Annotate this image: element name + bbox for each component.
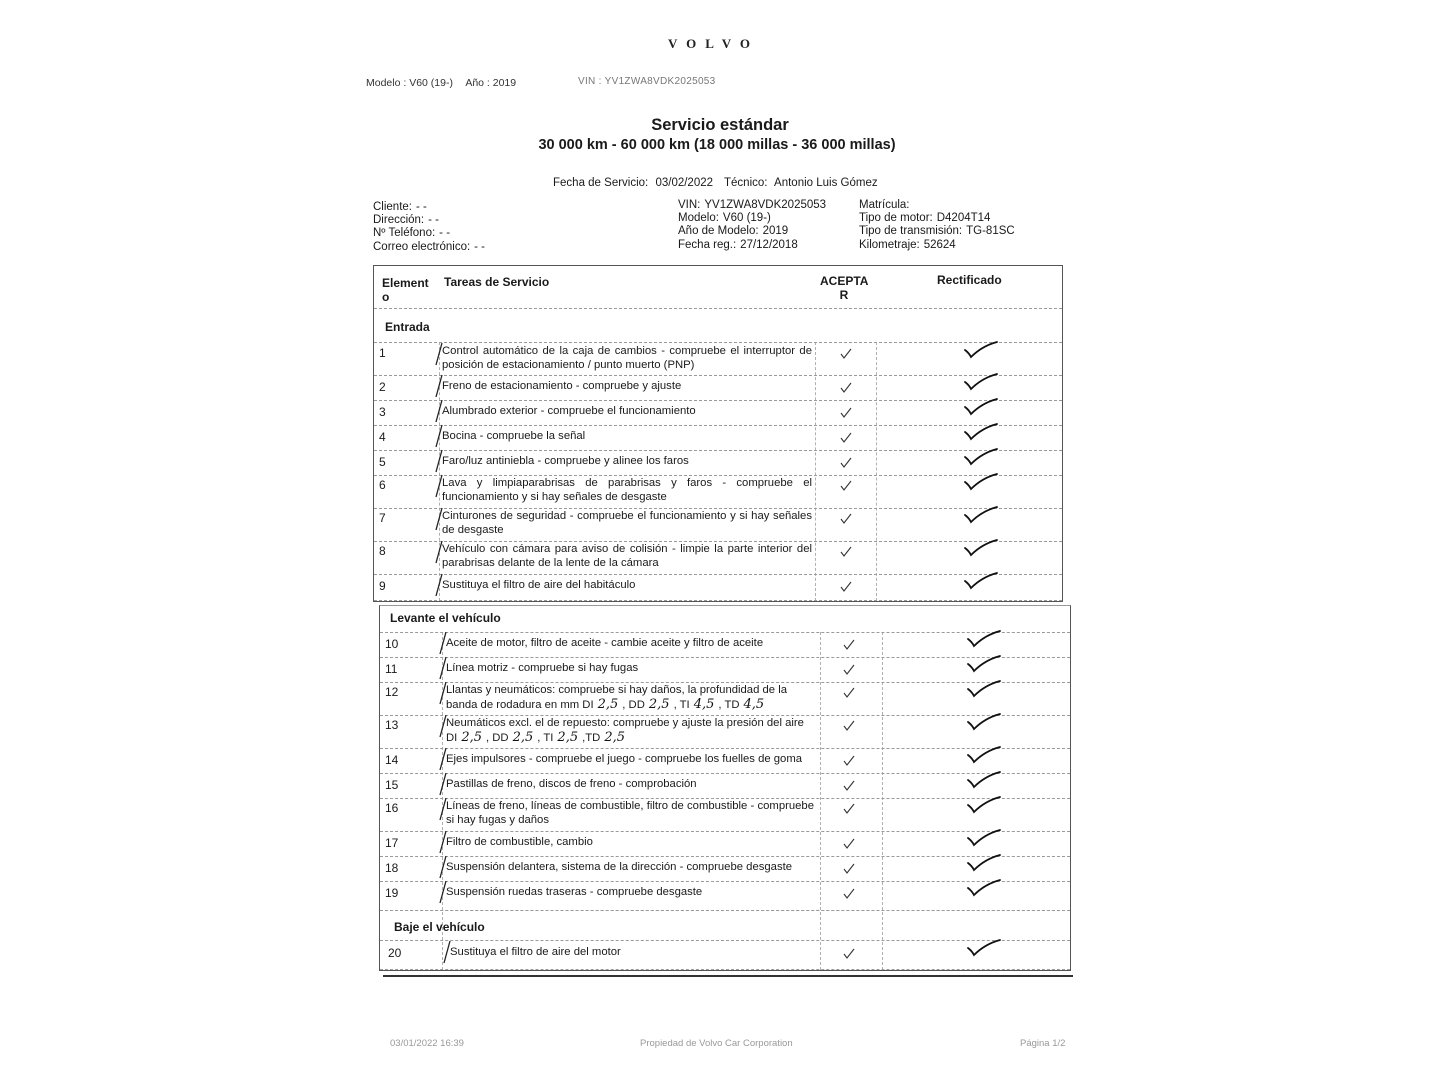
table-row [374,375,1062,400]
task-text: Alumbrado exterior - compruebe el funcionamiento [442,405,696,417]
service-date-line [553,177,882,189]
task-number: 13 [385,718,399,732]
model-line-modelo: Modelo : V60 (19-) [366,77,453,89]
table-row [374,425,1062,450]
tecnico-label: Técnico: [724,177,768,189]
accept-check-icon [842,802,856,820]
task-number: 11 [385,662,398,676]
accept-check-icon [839,580,853,598]
task-text: Aceite de motor, filtro de aceite - cambie aceite y filtro de aceite [446,637,764,649]
task-number: 8 [379,544,386,558]
rectified-check-icon [965,770,1003,795]
accept-check-icon [842,719,856,737]
service-table-part-1 [373,265,1063,602]
header-element: Element o [382,276,429,304]
accept-check-icon [839,545,853,563]
model-line-anio: Año : 2019 [465,77,517,89]
task-number: 4 [379,430,386,444]
task-text: Control automático de la caja de cambios - compruebe el interruptor de posición de estacionamiento / punto muerto (PNP) [442,345,812,371]
tecnico-value: Antonio Luis Gómez [774,177,878,189]
anio-modelo-value: 2019 [762,225,789,238]
modelo-label: Modelo: [678,212,719,225]
table-row [380,715,1070,748]
page-subtitle: 30 000 km - 60 000 km (18 000 millas - 36 000 millas) [538,137,896,153]
transmision-value: TG-81SC [966,225,1015,238]
task-text-part: , TD [718,698,740,711]
task-text: Faro/luz antiniebla - compruebe y alinee los faros [442,455,689,467]
modelo-value: V60 (19-) [722,212,771,225]
task-number: 9 [379,579,386,593]
task-number: 20 [388,946,402,960]
vehicle-info [678,199,826,252]
accept-check-icon [842,947,856,965]
rectified-check-icon [962,505,1000,530]
rectified-check-icon [962,422,1000,447]
accept-check-icon [842,779,856,797]
task-text-part: Llantas y neumáticos: compruebe si hay daños, la profundidad de la banda de rodadura en mm DI [446,684,788,711]
task-text-part: , DD [622,698,645,711]
task-number: 2 [379,380,386,394]
model-line [366,77,526,89]
accept-check-icon [839,479,853,497]
task-text-part: ,TD [582,731,601,744]
footer-page: Página 1/2 [1020,1038,1066,1049]
correo-label: Correo electrónico: [373,240,471,253]
cliente-label: Cliente: [373,201,412,213]
accept-check-icon [842,663,856,681]
motor-label: Tipo de motor: [859,212,933,225]
rectified-check-icon [965,679,1003,704]
telefono-label: Nº Teléfono: [373,227,436,240]
header-rectified: Rectificado [937,273,1002,287]
task-text-part: Neumáticos excl. el de repuesto: compruebe y ajuste la presión del aire DI [446,717,804,744]
handwritten-value: 2,5 [512,729,534,745]
matricula-label: Matrícula: [859,199,910,211]
task-number: 3 [379,405,386,419]
page-title: Servicio estándar [651,116,789,134]
task-number: 14 [385,753,399,767]
task-text: Filtro de combustible, cambio [446,836,593,848]
handwritten-value: 2,5 [557,729,579,745]
motor-value: D4204T14 [936,212,991,225]
telefono-value: - - [439,227,451,240]
handwritten-value: 2,5 [604,729,625,745]
bottom-rule [383,975,1073,977]
rectified-check-icon [965,938,1003,963]
task-text: Sustituya el filtro de aire del habitáculo [442,579,636,591]
task-text: Sustituya el filtro de aire del motor [450,946,621,958]
footer-date: 03/01/2022 16:39 [390,1038,464,1049]
section-levante: Levante el vehículo [390,611,501,625]
service-table-part-2 [379,605,1071,971]
table-row [374,574,1062,600]
task-text-part: , DD [486,731,509,744]
table-row [380,881,1070,910]
rectified-check-icon [965,654,1003,679]
kilometraje-label: Kilometraje: [859,238,920,251]
task-text: Ejes impulsores - compruebe el juego - compruebe los fuelles de goma [446,753,803,765]
direccion-label: Dirección: [373,214,425,227]
rectified-check-icon [965,878,1003,903]
client-info [373,201,485,254]
task-text [446,717,814,745]
engine-info [859,199,1015,252]
header-tasks: Tareas de Servicio [444,275,550,289]
handwritten-value: 2,5 [597,696,619,712]
rectified-check-icon [965,795,1003,820]
task-number: 10 [385,637,399,651]
table-row [380,941,1070,969]
vin-value: YV1ZWA8VDK2025053 [704,199,827,211]
accept-check-icon [839,347,853,365]
task-number: 12 [385,685,399,699]
fecha-reg-value: 27/12/2018 [740,238,798,251]
rectified-check-icon [962,538,1000,563]
direccion-value: - - [428,214,439,227]
correo-value: - - [474,240,486,253]
table-row [374,475,1062,508]
accept-check-icon [839,431,853,449]
task-text: Cinturones de seguridad - compruebe el funcionamiento y si hay señales de desgaste [442,510,812,536]
cliente-value: - - [416,201,427,213]
vin-label: VIN: [678,199,701,211]
rectified-check-icon [962,472,1000,497]
table-row [374,343,1062,375]
task-number: 7 [379,511,386,525]
task-number: 1 [379,346,386,360]
handwritten-value: 2,5 [461,729,482,745]
footer-owner: Propiedad de Volvo Car Corporation [640,1038,793,1049]
rectified-check-icon [962,397,1000,422]
anio-modelo-label: Año de Modelo: [678,225,759,238]
section-baje: Baje el vehículo [394,920,485,934]
table-row [380,798,1070,831]
task-number: 15 [385,778,399,792]
task-number: 5 [379,455,386,469]
header-accept: ACEPTA R [820,274,869,302]
table-row [374,400,1062,425]
accept-check-icon [842,862,856,880]
task-number: 17 [385,836,399,850]
accept-check-icon [842,686,856,704]
task-text: Lava y limpiaparabrisas de parabrisas y faros - compruebe el funcionamiento y si hay señales de desgaste [442,477,812,503]
rectified-check-icon [965,712,1003,737]
table-row [380,682,1070,715]
task-number: 16 [385,801,399,815]
accept-check-icon [839,456,853,474]
accept-check-icon [839,406,853,424]
vin-top: VIN : YV1ZWA8VDK2025053 [578,76,716,87]
rectified-check-icon [965,745,1003,770]
fecha-reg-label: Fecha reg.: [678,238,737,251]
accept-check-icon [839,512,853,530]
task-number: 19 [385,886,399,900]
task-text [446,684,814,712]
section-entrada: Entrada [385,320,430,334]
handwritten-value: 4,5 [743,696,765,712]
transmision-label: Tipo de transmisión: [859,225,963,238]
accept-check-icon [842,754,856,772]
task-number: 18 [385,861,399,875]
task-text: Pastillas de freno, discos de freno - comprobación [446,778,697,790]
fecha-label: Fecha de Servicio: [553,177,649,189]
accept-check-icon [839,381,853,399]
rectified-check-icon [965,853,1003,878]
task-text: Líneas de freno, líneas de combustible, filtro de combustible - compruebe si hay fugas y daños [446,800,814,826]
rectified-check-icon [962,447,1000,472]
task-text-part: , TI [537,731,554,744]
handwritten-value: 2,5 [648,696,670,712]
task-text: Vehículo con cámara para aviso de colisión - limpie la parte interior del parabrisas delante de la lente de la cámara [442,543,812,569]
accept-check-icon [842,638,856,656]
table-row [374,508,1062,541]
handwritten-value: 4,5 [693,696,715,712]
task-number: 6 [379,478,386,492]
kilometraje-value: 52624 [923,238,956,251]
volvo-logo: VOLVO [668,36,759,51]
rectified-check-icon [962,340,1000,365]
accept-check-icon [842,837,856,855]
task-text: Suspensión ruedas traseras - compruebe desgaste [446,886,703,898]
task-text: Línea motriz - compruebe si hay fugas [446,662,639,674]
task-text: Suspensión delantera, sistema de la dirección - compruebe desgaste [446,861,793,873]
rectified-check-icon [965,828,1003,853]
table-row [374,541,1062,574]
table-row [374,450,1062,475]
task-text: Freno de estacionamiento - compruebe y ajuste [442,380,682,392]
accept-check-icon [842,887,856,905]
task-text-part: , TI [673,698,690,711]
rectified-check-icon [965,629,1003,654]
fecha-value: 03/02/2022 [655,177,714,189]
rectified-check-icon [962,571,1000,596]
rectified-check-icon [962,372,1000,397]
task-text: Bocina - compruebe la señal [442,430,586,442]
